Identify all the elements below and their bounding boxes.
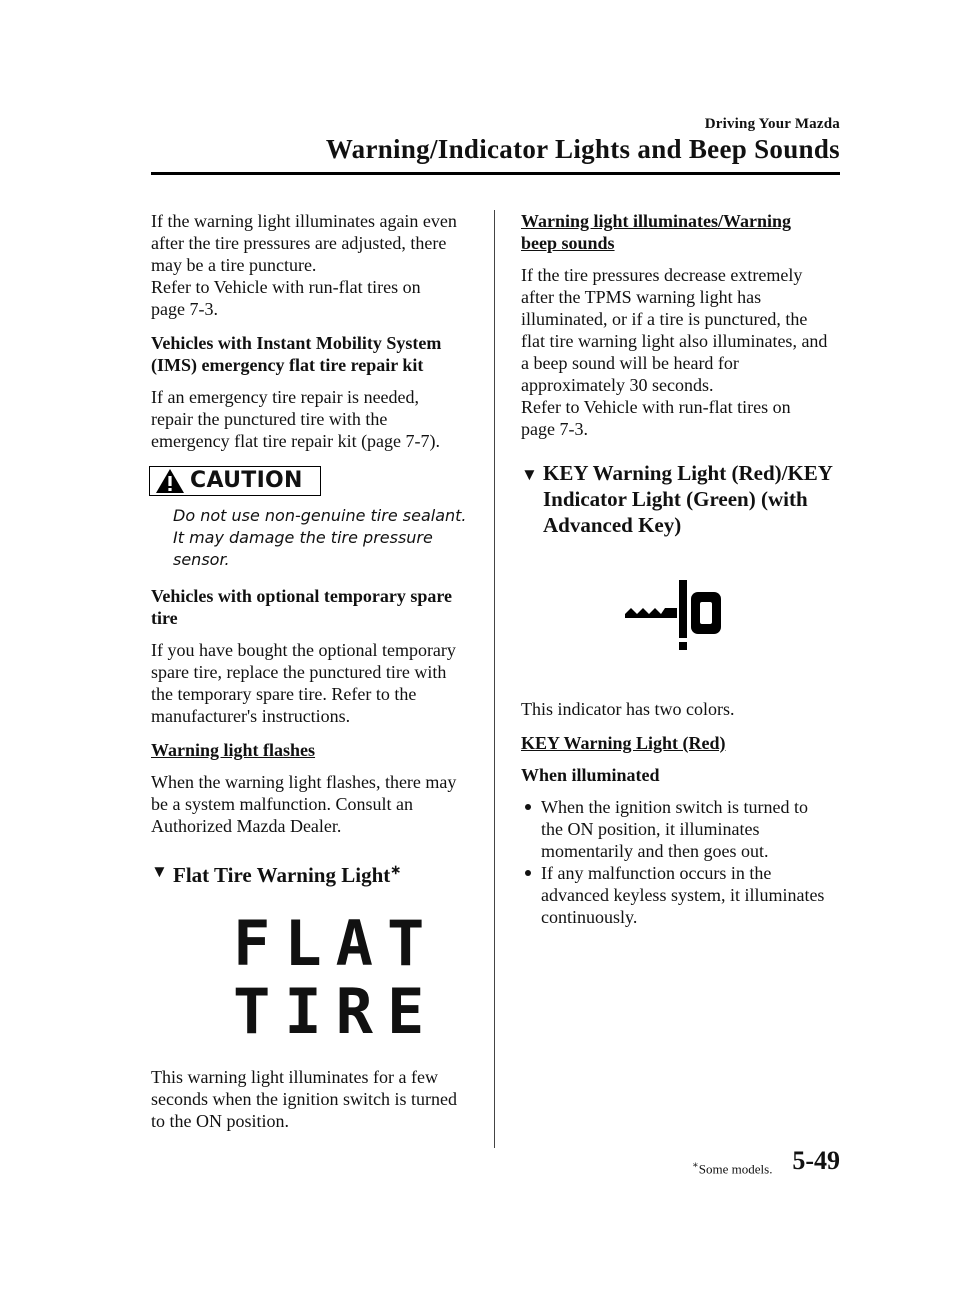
page-title: Warning/Indicator Lights and Beep Sounds (325, 134, 840, 164)
left-column (151, 210, 476, 1144)
column-divider (494, 210, 495, 1148)
flat-tire-heading-text: Flat Tire Warning Light (173, 863, 391, 887)
spare-heading: Vehicles with optional temporary spare tire (151, 586, 452, 628)
flat-icon-line2: TIRE (233, 975, 439, 1048)
ims-heading: Vehicles with Instant Mobility System (IMS) emergency flat tire repair kit (151, 333, 442, 375)
spare-paragraph: If you have bought the optional temporary spare tire, replace the punctured tire with the temporary spare tire. Refer to the manufacturer's instructions. (151, 640, 456, 726)
caution-block (151, 466, 476, 571)
caution-label: CAUTION (190, 468, 303, 493)
key-red-heading: KEY Warning Light (Red) (521, 733, 726, 753)
beep-heading: Warning light illuminates/Warning beep sounds (521, 211, 792, 253)
key-heading-text: KEY Warning Light (Red)/KEY Indicator Light (Green) (with Advanced Key) (543, 461, 833, 537)
flashes-heading: Warning light flashes (151, 740, 316, 760)
footnote (692, 1160, 772, 1177)
flat-icon-line1: FLAT (233, 907, 439, 980)
key-heading (521, 460, 851, 538)
right-column (521, 210, 851, 928)
page-number: 5-49 (792, 1146, 840, 1175)
beep-paragraph: If the tire pressures decrease extremely after the TPMS warning light has illuminated, or if a tire is punctured, the flat tire warning light also illuminates, and a beep sound will be heard for approximately 30 seconds. Refer to Vehicle with run-flat tires on page 7-3. (521, 265, 828, 439)
flat-tire-paragraph: This warning light illuminates for a few seconds when the ignition switch is turned to the ON position. (151, 1067, 457, 1131)
header-rule (151, 172, 840, 175)
list-item: If any malfunction occurs in the advanced keyless system, it illuminates continuously. (521, 862, 851, 928)
section-marker-icon: ▼ (151, 862, 168, 881)
some-models-star: ∗ (390, 862, 402, 877)
footnote-text: Some models. (698, 1161, 773, 1177)
intro-paragraph: If the warning light illuminates again even after the tire pressures are adjusted, there may be a tire puncture. Refer to Vehicle with run-flat tires on page 7-3. (151, 211, 457, 319)
two-colors-text: This indicator has two colors. (521, 699, 735, 719)
header-section: Driving Your Mazda (704, 116, 840, 132)
warning-triangle-icon (150, 467, 190, 495)
caution-text: Do not use non-genuine tire sealant. It may damage the tire pressure sensor. (173, 506, 467, 569)
section-marker-icon: ▼ (521, 465, 538, 484)
illumination-list (521, 796, 851, 928)
when-illuminated-heading: When illuminated (521, 765, 660, 785)
flat-tire-heading (151, 857, 476, 888)
footnote-star: ∗ (692, 1160, 699, 1171)
caution-badge (149, 466, 321, 496)
flat-tire-indicator-icon (233, 907, 476, 1048)
list-item: When the ignition switch is turned to the ON position, it illuminates momentarily and then goes out. (521, 796, 851, 862)
key-indicator-icon (625, 578, 851, 658)
ims-paragraph: If an emergency tire repair is needed, repair the punctured tire with the emergency flat tire repair kit (page 7-7). (151, 387, 441, 451)
flashes-paragraph: When the warning light flashes, there may be a system malfunction. Consult an Authorized Mazda Dealer. (151, 772, 457, 836)
